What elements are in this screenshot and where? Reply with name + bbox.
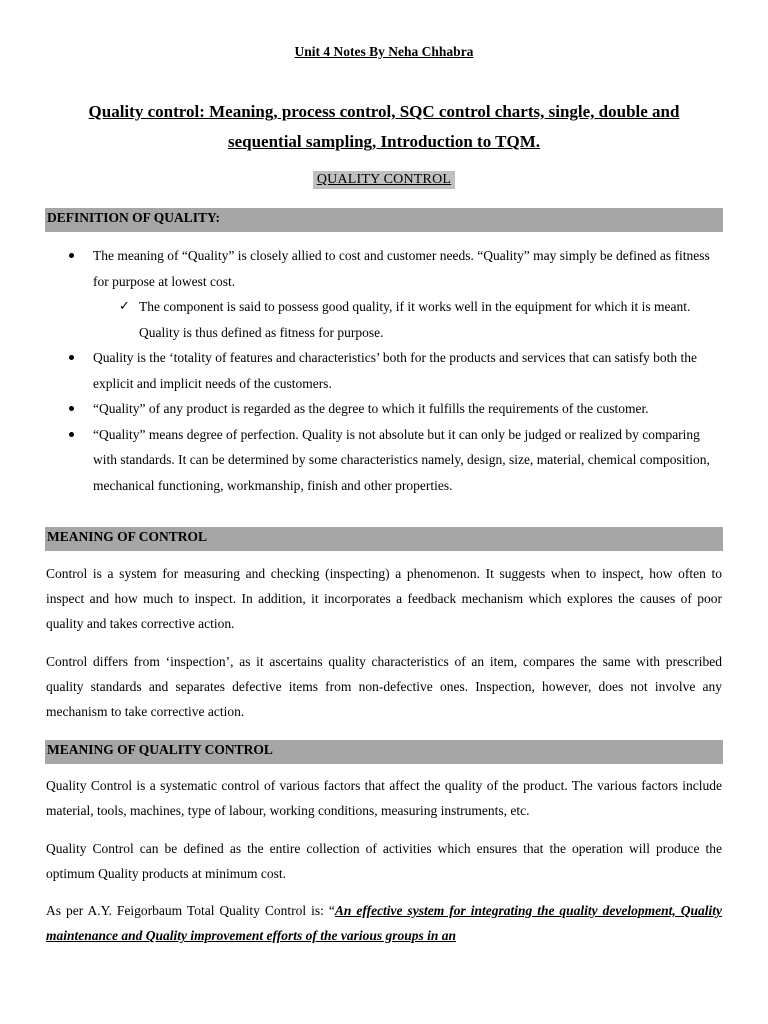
list-item (46, 396, 722, 422)
qc-title-wrap (0, 170, 768, 189)
list-item (46, 243, 722, 294)
quality-control-paragraph-1: Quality Control is a systematic control of various factors that affect the quality of the product. The various factors include material, tools, machines, type of labour, working conditions, measuring instruments, etc. (46, 778, 722, 818)
bullet-text: Quality is the ‘totality of features and characteristics’ both for the products and services that can satisfy both the explicit and implicit needs of the customers. (93, 350, 698, 391)
section-heading-quality-control: MEANING OF QUALITY CONTROL (45, 740, 723, 764)
quality-control-paragraph-2: Quality Control can be defined as the entire collection of activities which ensures that the operation will produce the optimum Quality products at minimum cost. (46, 841, 722, 881)
bullet-icon (69, 406, 74, 411)
definition-bullets (46, 243, 722, 498)
sub-list-item (46, 294, 722, 345)
list-item (46, 345, 722, 396)
feigenbaum-quote: An effective system for integrating the quality development, Quality maintenance and Quality improvement efforts of the various groups in an (46, 903, 722, 943)
feigenbaum-lead: As per A.Y. Feigorbaum Total Quality Control is: “ (46, 903, 335, 918)
bullet-icon (69, 253, 74, 258)
bullet-text: “Quality” of any product is regarded as the degree to which it fulfills the requirements of the customer. (93, 401, 649, 416)
section-heading-definition: DEFINITION OF QUALITY: (45, 208, 723, 232)
feigenbaum-paragraph (46, 898, 722, 948)
document-header: Unit 4 Notes By Neha Chhabra (294, 44, 474, 59)
bullet-icon (69, 432, 74, 437)
qc-title: QUALITY CONTROL (313, 171, 455, 189)
bullet-text: The meaning of “Quality” is closely allied to cost and customer needs. “Quality” may simply be defined as fitness for purpose at lowest cost. (93, 248, 710, 289)
main-title: Quality control: Meaning, process control, SQC control charts, single, double and sequential sampling, Introduction to TQM. (88, 102, 680, 151)
bullet-icon (69, 355, 74, 360)
sub-bullet-text: The component is said to possess good quality, if it works well in the equipment for which it is meant. Quality is thus defined as fitness for purpose. (139, 299, 691, 340)
list-item (46, 422, 722, 499)
control-paragraph-1: Control is a system for measuring and checking (inspecting) a phenomenon. It suggests when to inspect, how often to inspect and how much to inspect. In addition, it incorporates a feedback mechanism which explores the causes of poor quality and takes corrective action. (46, 566, 722, 631)
bullet-text: “Quality” means degree of perfection. Quality is not absolute but it can only be judged or realized by comparing with standards. It can be determined by some characteristics namely, design, size, material, chemical composition, mechanical functioning, workmanship, finish and other properties. (93, 426, 710, 493)
section-heading-control: MEANING OF CONTROL (45, 527, 723, 551)
control-paragraph-2: Control differs from ‘inspection’, as it ascertains quality characteristics of an item, compares the same with prescribed quality standards and separates defective items from non-defective ones. Inspection, however, does not involve any mechanism to take corrective action. (46, 654, 722, 719)
checkmark-icon: ✓ (119, 299, 130, 314)
